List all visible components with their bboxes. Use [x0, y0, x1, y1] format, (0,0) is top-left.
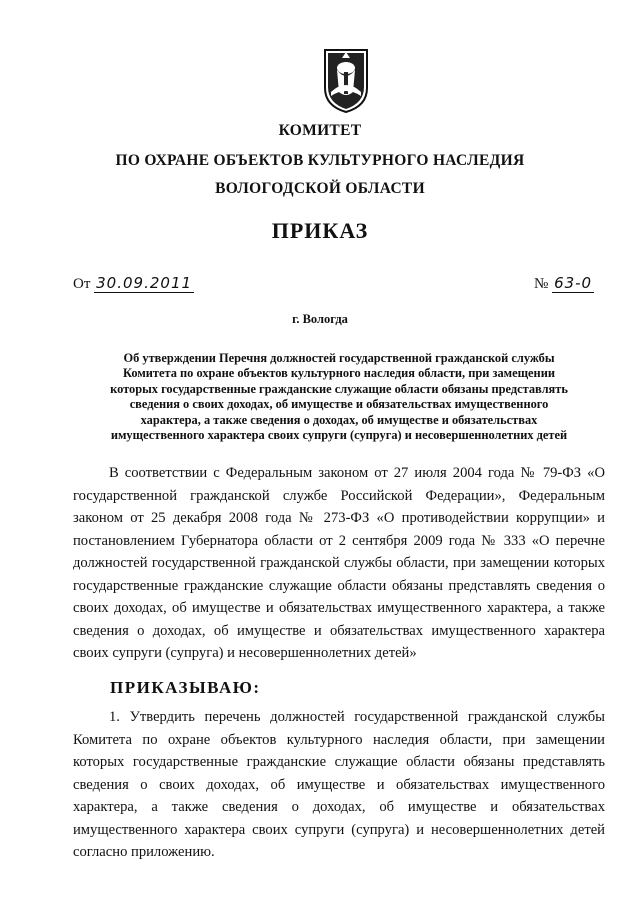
number-field: [534, 274, 594, 293]
coat-of-arms-icon: [323, 48, 369, 114]
org-name-line-1: КОМИТЕТ: [278, 122, 362, 139]
preamble-paragraph: В соответствии с Федеральным законом от 27 июля 2004 года № 79-ФЗ «О государственной гражданской службе Российской Федерации», Федеральным законом от 25 декабря 2008 года № 273-ФЗ «О противодействии коррупции» и постановлением Губернатора области от 2 сентября 2009 года № 333 «О перечне должностей государственной гражданской службы области, при замещении которых государственные гражданские служащие области обязаны представлять сведения о своих доходах, об имуществе и обязательствах имущественного характера, а также сведения о доходах, об имуществе и обязательствах имущественного характера своих супруги (супруга) и несовершеннолетних детей»: [73, 465, 605, 661]
org-name-line-2: ПО ОХРАНЕ ОБЪЕКТОВ КУЛЬТУРНОГО НАСЛЕДИЯ: [115, 152, 525, 169]
order-subject: Об утверждении Перечня должностей государственной гражданской службы Комитета по охране объектов культурного наследия области, при замещении которых государственные гражданские служащие области обязаны представлять сведения о своих доходах, об имуществе и обязательствах имущественного характера, а также сведения о доходах, об имуществе и обязательствах имущественного характера своих супруги (супруга) и несовершеннолетних детей: [110, 351, 568, 443]
document-type: ПРИКАЗ: [271, 218, 369, 243]
date-prefix: От: [73, 276, 91, 292]
order-item-1: 1. Утвердить перечень должностей государственной гражданской службы Комитета по охране объектов культурного наследия области, при замещении которых государственные гражданские служащие области обязаны представлять сведения о своих доходах, об имуществе и обязательствах имущественного характера, а также сведения о доходах, об имуществе и обязательствах имущественного характера своих супруги (супруга) и несовершеннолетних детей согласно приложению.: [73, 709, 605, 860]
org-name-line-3: ВОЛОГОДСКОЙ ОБЛАСТИ: [215, 180, 425, 197]
city: г. Вологда: [292, 312, 348, 326]
number-prefix: №: [534, 276, 549, 292]
order-word: ПРИКАЗЫВАЮ:: [110, 678, 261, 697]
number-value: 63-0: [554, 274, 593, 292]
date-value: 30.09.2011: [96, 274, 193, 292]
date-field: [73, 274, 194, 293]
